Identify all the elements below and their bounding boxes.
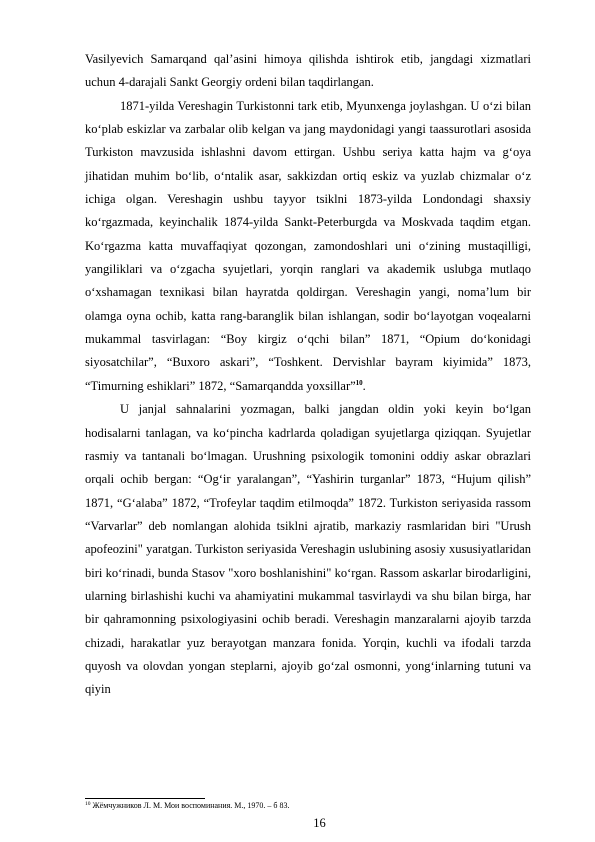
footnote	[85, 801, 531, 811]
footnote-reference[interactable]: 10	[355, 378, 363, 387]
page-body	[85, 48, 531, 702]
paragraph-2-end: .	[362, 378, 366, 393]
footnote-marker: 10	[85, 801, 91, 807]
page-number: 16	[313, 816, 326, 830]
paragraph-2-text: 1871-yilda Vereshagin Turkistonni tark etib, Myunxenga joylashgan. U o‘zi bilan ko‘plab eskizlar va zarbalar olib kelgan va jang maydonidagi yangi taassurotlari asosida Turkiston mavzusida ishlashni davom ettirgan. Ushbu seriya katta hajm va g‘oya jihatidan muhim bo‘lib, o‘ntalik asar, sakkizdan ortiq eskiz va yuzlab chizmalar o‘z ichiga olgan. Vereshagin ushbu tayyor tsiklni 1873-yilda Londondagi shaxsiy ko‘rgazmada, keyinchalik 1874-yilda Sankt-Peterburgda va Moskvada taqdim etgan. Ko‘rgazma katta muvaffaqiyat qozongan, zamondoshlari uni o‘zining mustaqilligi, yangiliklari va o‘zgacha syujetlari, yorqin ranglari va akademik uslubga mutlaqo o‘xshamagan texnikasi bilan hayratda qoldirgan. Vereshagin yangi, noma’lum bir olamga oyna ochib, katta rang-baranglik bilan ishlangan, sodir bo‘layotgan voqealarni mukammal tasvirlagan: “Boy kirgiz o‘qchi bilan” 1871, “Opium do‘konidagi siyosatchilar”, “Buxoro askari”, “Toshkent. Dervishlar bayram kiyimida” 1873, “Timurning eshiklari” 1872, “Samarqandda yoxsillar”	[85, 98, 531, 393]
footnote-text: Жёмчужников Л. М. Мои воспоминания. М., 1970. – б 83.	[90, 801, 290, 810]
paragraph-2	[85, 95, 531, 398]
paragraph-3: U janjal sahnalarini yozmagan, balki jangdan oldin yoki keyin bo‘lgan hodisalarni tanlagan, va ko‘pincha kadrlarda qoladigan syujetlarga qiziqqan. Syujetlar rasmiy va tantanali bo‘lmagan. Urushning psixologik tomonini oddiy askar obrazlari orqali ochib bergan: “Og‘ir yaralangan”, “Yashirin turganlar” 1873, “Hujum qilish” 1871, “G‘alaba” 1872, “Trofeylar taqdim etilmoqda” 1872. Turkiston seriyasida rassom “Varvarlar” deb nomlangan alohida tsiklni ajratib, markaziy rasmlaridan biri "Urush apofeozini" yaratgan. Turkiston seriyasida Vereshagin uslubining asosiy xususiyatlaridan biri ko‘rinadi, bunda Stasov "xoro boshlanishini" ko‘rgan. Rassom askarlar birodarligini, ularning birlashishi kuchi va ahamiyatini mukammal tasvirlaydi va shu bilan birga, har bir qahramonning psixologiyasini ochib beradi. Vereshagin manzaralarni ajoyib tarzda chizadi, harakatlar yuz berayotgan manzara fonida. Yorqin, kuchli va ifodali tarzda quyosh va olovdan yongan steplarni, ajoyib go‘zal osmonni, yong‘inlarning tutuni va qiyin	[85, 402, 531, 697]
paragraph-1: Vasilyevich Samarqand qal’asini himoya qilishda ishtirok etib, jangdagi xizmatlari uchun 4-darajali Sankt Georgiy ordeni bilan taqdirlangan.	[85, 52, 531, 90]
footnote-separator	[85, 798, 205, 799]
